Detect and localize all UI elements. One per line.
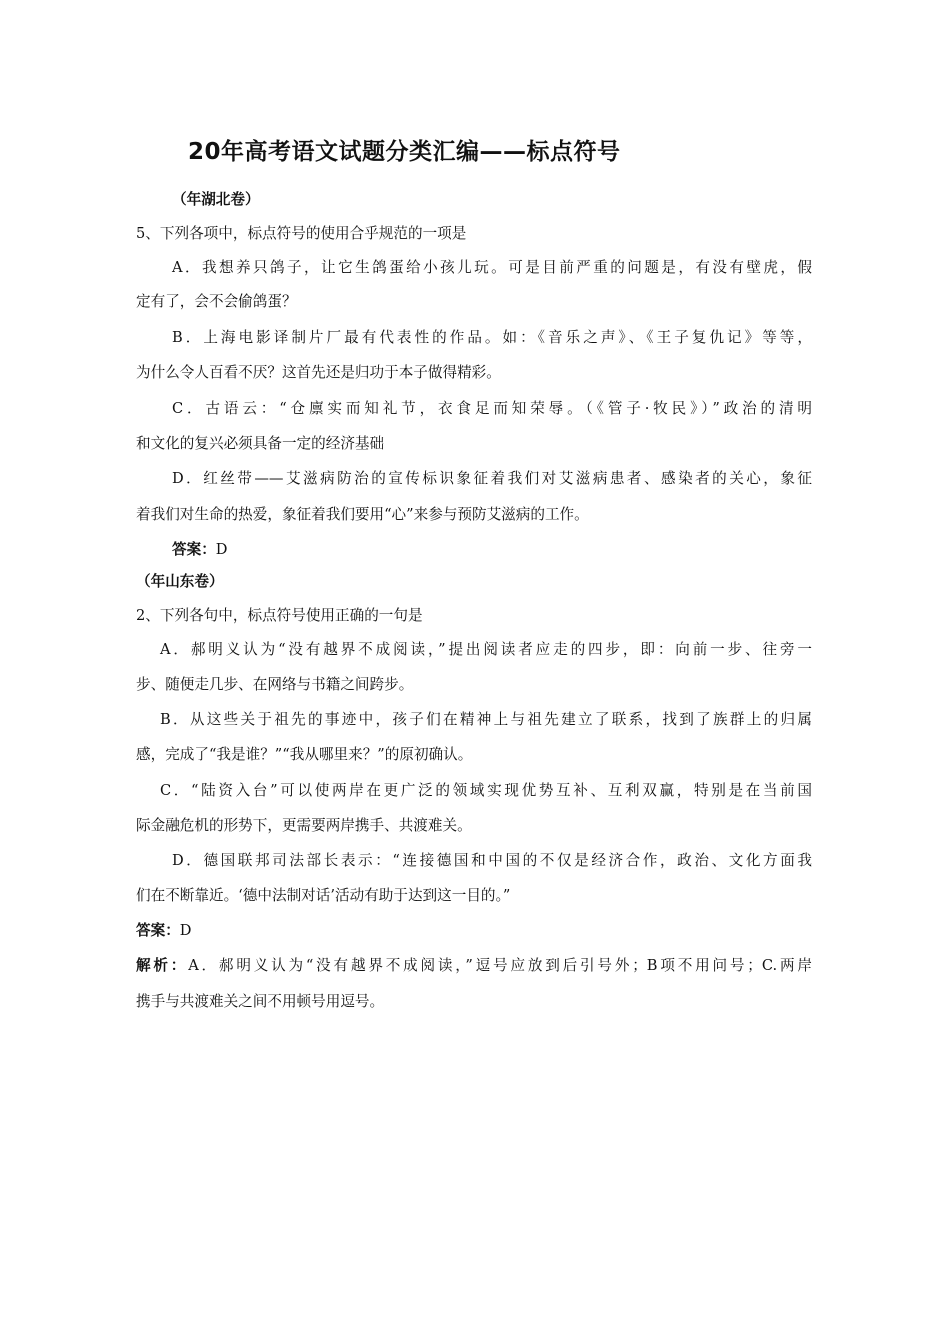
option-a-line1: A．我想养只鸽子，让它生鸽蛋给小孩儿玩。可是目前严重的问题是，有没有壁虎，假 [172, 259, 812, 276]
section-heading-hubei: （年湖北卷） [172, 191, 260, 208]
option-c-line2: 和文化的复兴必须具备一定的经济基础 [136, 435, 385, 452]
option-c-line1: C．古语云：“仓廪实而知礼节，衣食足而知荣辱。（《管子·牧民》）”政治的清明 [172, 400, 812, 417]
option-d-line1: D．德国联邦司法部长表示：“连接德国和中国的不仅是经济合作，政治、文化方面我 [172, 852, 812, 869]
section-heading-shandong: （年山东卷） [136, 573, 224, 590]
answer-value: D [179, 922, 192, 939]
option-d-line2: 们在不断靠近。‘德中法制对话’活动有助于达到这一目的。” [136, 887, 511, 904]
option-d-line2: 着我们对生命的热爱，象征着我们要用“心”来参与预防艾滋病的工作。 [136, 506, 589, 523]
option-d-line1: D．红丝带——艾滋病防治的宣传标识象征着我们对艾滋病患者、感染者的关心，象征 [172, 470, 812, 487]
analysis-label: 解析： [136, 957, 189, 974]
option-b-line2: 感，完成了“我是谁？”“我从哪里来？”的原初确认。 [136, 746, 473, 763]
option-a-line1: A．郝明义认为“没有越界不成阅读，”提出阅读者应走的四步，即：向前一步、往旁一 [160, 641, 812, 658]
analysis-text: A．郝明义认为“没有越界不成阅读，”逗号应放到后引号外；B项不用问号；C.两岸 [188, 957, 812, 974]
option-b-line2: 为什么令人百看不厌？这首先还是归功于本子做得精彩。 [136, 364, 501, 381]
answer-label: 答案： [172, 541, 216, 558]
answer-value: D [215, 541, 228, 558]
option-b-line1: B．上海电影译制片厂最有代表性的作品。如：《音乐之声》、《王子复仇记》等等， [172, 329, 812, 346]
page-title: 20年高考语文试题分类汇编——标点符号 [188, 139, 621, 165]
option-a-line2: 定有了，会不会偷鸽蛋？ [136, 293, 297, 310]
option-c-line2: 际金融危机的形势下，更需要两岸携手、共渡难关。 [136, 817, 472, 834]
answer-label: 答案： [136, 922, 180, 939]
option-b-line1: B．从这些关于祖先的事迹中，孩子们在精神上与祖先建立了联系，找到了族群上的归属 [160, 711, 812, 728]
question-2: 2、下列各句中，标点符号使用正确的一句是 [136, 607, 423, 624]
analysis-line1 [136, 956, 812, 976]
answer-shandong [136, 921, 192, 941]
question-5: 5、下列各项中，标点符号的使用合乎规范的一项是 [136, 225, 467, 242]
option-c-line1: C．“陆资入台”可以使两岸在更广泛的领域实现优势互补、互利双赢，特别是在当前国 [160, 782, 812, 799]
answer-hubei [172, 540, 228, 560]
option-a-line2: 步、随便走几步、在网络与书籍之间跨步。 [136, 676, 414, 693]
analysis-line2: 携手与共渡难关之间不用顿号用逗号。 [136, 993, 385, 1010]
